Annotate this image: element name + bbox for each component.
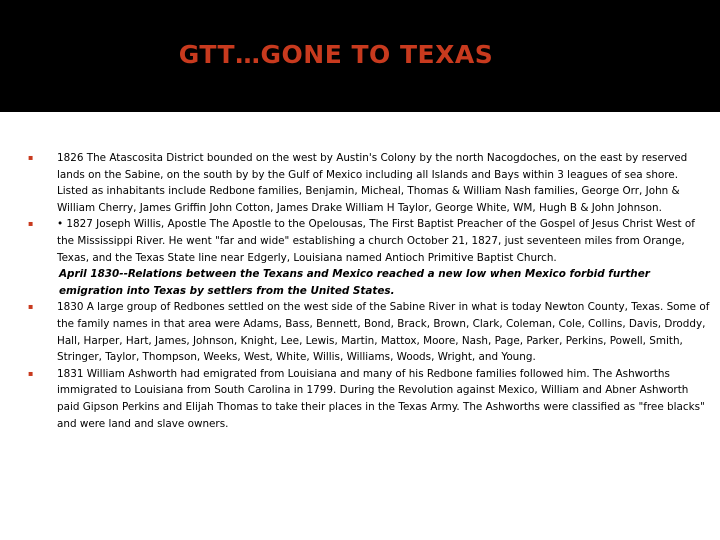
bullet-item-1830 <box>28 299 712 365</box>
note-april-1830: April 1830--Relations between the Texans and Mexico reached a new low when Mexico forbid further emigration into Texas by settlers from the United States. <box>59 268 650 297</box>
bullet-item-1831 <box>28 366 712 432</box>
slide-title: GTT…GONE TO TEXAS <box>178 40 494 69</box>
bullet-text-1827: • 1827 Joseph Willis, Apostle The Apostle to the Opelousas, The First Baptist Preacher of the Gospel of Jesus Christ West of the Mississippi River. He went "far and wide" establishing a church October 21, 1827, just seventeen miles from Orange, Texas, and the Texas State line near Edgerly, Louisiana named Antioch Primitive Baptist Church. <box>57 218 695 264</box>
title-band <box>0 0 720 112</box>
bullet-text-1830: 1830 A large group of Redbones settled on the west side of the Sabine River in what is today Newton County, Texas. Some of the family names in that area were Adams, Bass, Bennett, Bond, Brack, Brown, Clark, Coleman, Cole, Collins, Davis, Droddy, Hall, Harper, Hart, James, Johnson, Knight, Lee, Lewis, Martin, Mattox, Moore, Nash, Page, Parker, Perkins, Powell, Smith, Stringer, Taylor, Thompson, Weeks, West, White, Willis, Williams, Woods, Wright, and Young. <box>57 301 710 364</box>
bullet-marker-icon: ▪ <box>28 368 34 378</box>
bullet-marker-icon: ▪ <box>28 219 34 229</box>
bullet-item-1827 <box>28 216 712 266</box>
bullet-text-1831: 1831 William Ashworth had emigrated from Louisiana and many of his Redbone families followed him. The Ashworths immigrated to Louisiana from South Carolina in 1799. During the Revolution against Mexico, William and Abner Ashworth paid Gipson Perkins and Elijah Thomas to take their places in the Texas Army. The Ashworths were classified as "free blacks" and were land and slave owners. <box>57 367 705 430</box>
bullet-list <box>28 150 712 432</box>
bullet-marker-icon: ▪ <box>28 153 34 162</box>
bullet-item-1826 <box>28 150 712 216</box>
bullet-marker-icon: ▪ <box>28 302 34 312</box>
bullet-text-1826: 1826 The Atascosita District bounded on the west by Austin's Colony by the north Nacogdoches, on the east by reserved lands on the Sabine, on the south by by the Gulf of Mexico including all Islands and Bays within 3 leagues of sea shore. Listed as inhabitants include Redbone families, Benjamin, Micheal, Thomas & William Nash families, George Orr, John & William Cherry, James Griffin John Cotton, James Drake William H Taylor, George White, WM, Hugh B & John Johnson. <box>57 152 688 214</box>
